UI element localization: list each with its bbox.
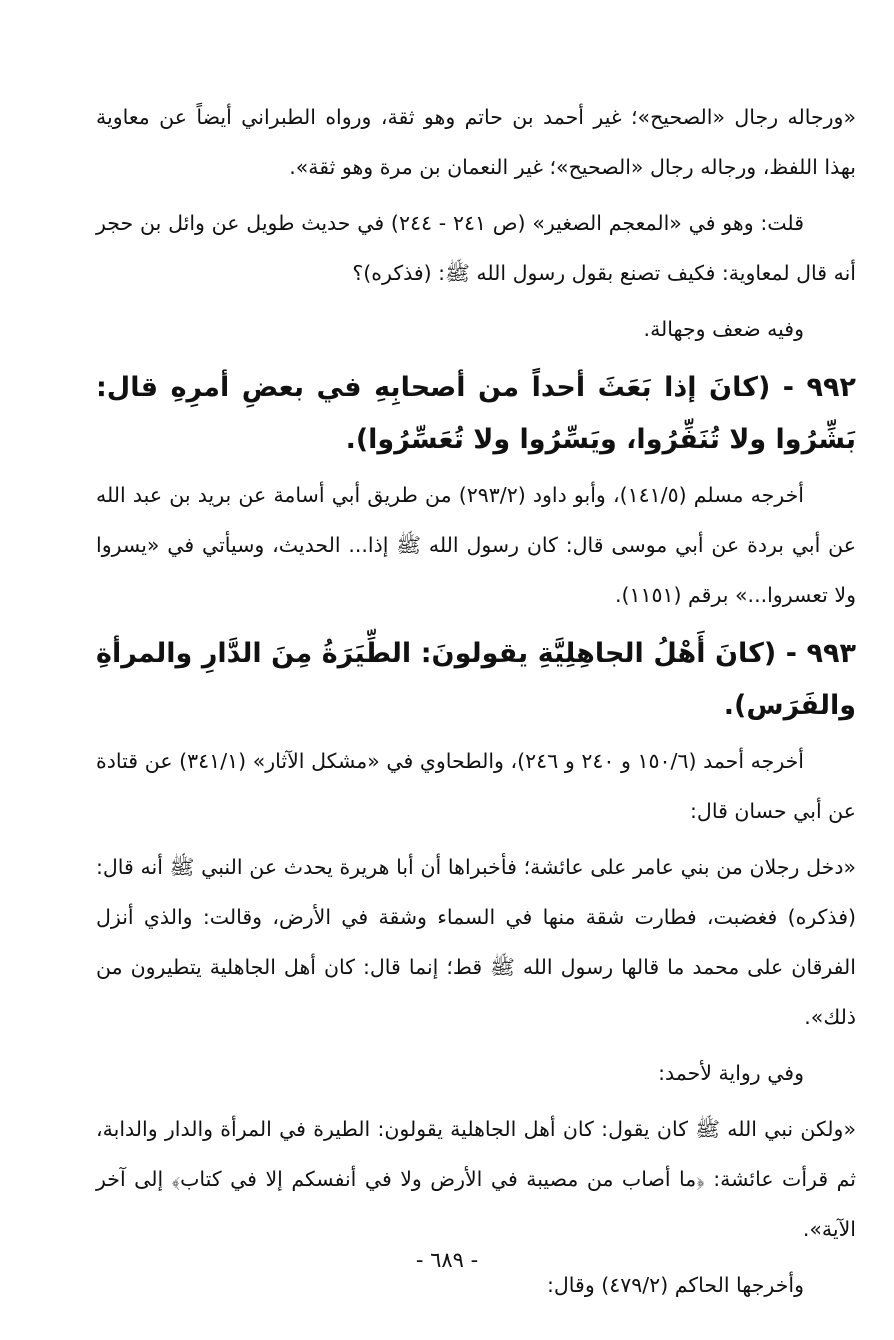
commentary-paragraph: قلت: وهو في «المعجم الصغير» (ص ٢٤١ - ٢٤٤) في حديث طويل عن وائل بن حجر أنه قال لمعاوية: فكيف تصنع بقول رسول الله ﷺ: (فذكره)؟ xyxy=(96,211,856,285)
page-body xyxy=(96,92,856,1340)
quote-paragraph: «ولكن نبي الله ﷺ كان يقول: كان أهل الجاهلية يقولون: الطيرة في المرأة والدار والدابة، ثم قرأت عائشة: ﴿ما أصاب من مصيبة في الأرض ولا في أنفسكم إلا في كتاب﴾ إلى آخر الآية». xyxy=(96,1117,856,1241)
quote-paragraph: «ورجاله رجال «الصحيح»؛ غير أحمد بن حاتم وهو ثقة، ورواه الطبراني أيضاً عن معاوية بهذا اللفظ، ورجاله رجال «الصحيح»؛ غير النعمان بن مرة وهو ثقة». xyxy=(96,105,856,179)
commentary-paragraph: وفي رواية لأحمد: xyxy=(658,1061,804,1085)
commentary-paragraph: وفيه ضعف وجهالة. xyxy=(643,317,804,341)
commentary-paragraph: وأخرجها الحاكم (٤٧٩/٢) وقال: xyxy=(546,1273,804,1297)
quote-paragraph: «دخل رجلان من بني عامر على عائشة؛ فأخبراها أن أبا هريرة يحدث عن النبي ﷺ أنه قال: (فذكره) فغضبت، فطارت شقة منها في السماء وشقة في الأرض، وقالت: والذي أنزل الفرقان على محمد ما قالها رسول الله ﷺ قط؛ إنما قال: كان أهل الجاهلية يتطيرون من ذلك». xyxy=(96,855,856,1029)
hadith-heading-992: ٩٩٢ - (كانَ إذا بَعَثَ أحداً من أصحابِهِ في بعضِ أمرِهِ قال: بَشِّرُوا ولا تُنَفِّرُوا، ويَسِّرُوا ولا تُعَسِّرُوا). xyxy=(96,372,856,455)
hadith-heading-993: ٩٩٣ - (كانَ أَهْلُ الجاهِلِيَّةِ يقولونَ: الطِّيَرَةُ مِنَ الدَّارِ والمرأةِ والفَرَس). xyxy=(96,638,856,721)
page-number: - ٦٨٩ - xyxy=(415,1248,479,1272)
takhrij-paragraph: أخرجه مسلم (١٤١/٥)، وأبو داود (٢٩٣/٢) من طريق أبي أسامة عن بريد بن عبد الله عن أبي بردة عن أبي موسى قال: كان رسول الله ﷺ إذا... الحديث، وسيأتي في «يسروا ولا تعسروا...» برقم (١١٥١). xyxy=(96,483,856,607)
takhrij-paragraph: أخرجه أحمد (١٥٠/٦ و ٢٤٠ و ٢٤٦)، والطحاوي في «مشكل الآثار» (٣٤١/١) عن قتادة عن أبي حسان قال: xyxy=(96,749,856,823)
